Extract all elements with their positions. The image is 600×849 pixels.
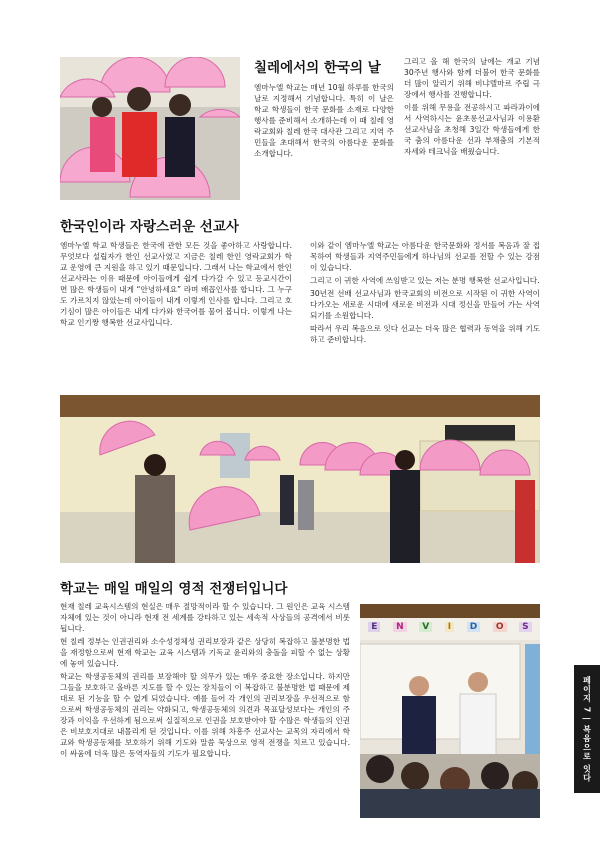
photo-classroom-speakers bbox=[360, 604, 540, 818]
banner-letter: D bbox=[467, 622, 480, 632]
paragraph: 따라서 우리 복음으로 잇다 선교는 더욱 많은 협력과 동역을 위해 기도하고 준비합니다. bbox=[310, 324, 540, 344]
article1-col1 bbox=[254, 82, 394, 161]
paragraph: 30년전 선배 선교사님과 한국교회의 비전으로 시작된 이 귀한 사역이 다가오는 새로운 시대에 새로운 비전과 시대 정신을 만들어 가는 사역되기를 소원합니다. bbox=[310, 289, 540, 320]
article1-col2 bbox=[404, 56, 540, 159]
article2-col1 bbox=[60, 240, 292, 330]
paragraph: 그리고 올 해 한국의 날에는 개교 기념 30주년 행사와 함께 더불어 한국 문화를 더 많이 알리기 위해 비냐델마르 주립 극장에서 행사를 진행합니다. bbox=[404, 57, 540, 99]
article3-title: 학교는 매일 매일의 영적 전쟁터입니다 bbox=[60, 581, 288, 597]
banner-letter: N bbox=[393, 622, 407, 632]
paragraph: 그리고 이 귀한 사역에 쓰임받고 있는 저는 분명 행복한 선교사입니다. bbox=[310, 276, 540, 285]
paragraph: 현재 칠레 교육시스템의 현실은 매우 절망적이라 할 수 있습니다. 그 원인은 교육 시스템 자체에 있는 것이 아니라 현재 전 세계를 강타하고 있는 세속적 사상들의 공격에서 비롯됩니다. bbox=[60, 602, 350, 633]
article1-title: 칠레에서의 한국의 날 bbox=[254, 60, 381, 76]
page-side-tab bbox=[574, 665, 600, 793]
paragraph: 엠마누엘 학교는 매년 10월 하루를 한국의 날로 지정해서 기념합니다. 특히 이 날은 학교 학생들이 한국 문화를 소재로 다양한 행사를 준비해서 소개하는데 이 때 칠레 영락교회와 칠레 한국 대사관 그리고 지역 주민들을 초대해서 한국의 아름다운 문화를 소개합니다. bbox=[254, 83, 394, 158]
banner-letter: I bbox=[445, 622, 454, 632]
article2-col2 bbox=[310, 240, 540, 347]
paragraph: 엠마누엘 학교 학생들은 한국에 관한 모든 것을 좋아하고 사랑합니다. 무엇보다 설립자가 한인 선교사였고 지금은 칠레 한인 영락교회가 학교 운영에 큰 지원을 하고 있기 때문입니다. 그래서 나는 학교에서 한인 선교사라는 이유 때문에 아이들에게 쉽게 다가갈 수 있고 등교시간이면 많은 학생들이 내게 “안녕하세요” 라며 배꼽인사를 합니다. 그 누구도 가르치지 않았는데 아이들이 내게 이렇게 인사를 합니다. 그리고 호기심이 많은 아이들은 내게 다가와 한국어를 물어 봅니다. 이렇게 나는 학교 인기짱 행복한 선교사입니다. bbox=[60, 241, 292, 327]
banner-letter: S bbox=[519, 622, 531, 632]
banner-letter: V bbox=[419, 622, 432, 632]
paragraph: 이를 위해 무용을 전공하시고 파라과이에서 사역하시는 윤초롱선교사님과 이용환 선교사님을 초청해 3일간 학생들에게 한국 춤의 아름다운 선과 부채춤의 기본적 자세와 테크닉을 배웠습니다. bbox=[404, 103, 540, 156]
photo-fan-dance-students bbox=[60, 57, 240, 200]
article2-title: 한국인이라 자랑스러운 선교사 bbox=[60, 219, 239, 235]
paragraph: 학교는 학생공동체의 권리를 보장해야 할 의무가 있는 매우 중요한 장소입니다. 하지만 그들을 보호하고 올바른 지도를 할 수 있는 장치들이 이 복잡하고 불분명한 법 때문에 제대로 된 기능을 할 수 없게 되었습니다. 예를 들어 각 개인의 권리보장을 우선적으로 함으로써 학생공동체의 권리는 약화되고, 학생공동체의 의견과 목표달성보다는 개인의 주장과 이익을 우선하게 됨으로써 실질적으로 인권을 보호받아야 할 수많은 학생들의 인권은 비보호지대로 내몰리게 된 것입니다. 이를 위해 차흥주 선교사는 교목의 자리에서 학교와 학생공동체를 보호하기 위해 기도와 말씀 묵상으로 영적 전쟁을 치르고 있습니다. 이 싸움에 더욱 많은 동역자들의 기도가 필요합니다. bbox=[60, 672, 350, 758]
banner-letter: E bbox=[368, 622, 380, 632]
banner-letters bbox=[362, 622, 538, 632]
banner-letter: O bbox=[493, 622, 507, 632]
photo-fan-dance-class bbox=[60, 395, 540, 563]
article3-body bbox=[60, 601, 350, 761]
paragraph: 이와 같이 엠마누엘 학교는 아름다운 한국문화와 정서를 복음과 잘 접목하여 학생들과 지역주민들에게 하나님의 선교를 전할 수 있는 강점이 있습니다. bbox=[310, 241, 540, 272]
page-number-label: 페이지 7 | 복음으로 잇다 bbox=[582, 675, 592, 783]
paragraph: 현 칠레 정부는 인권권리와 소수성정체성 권리보장과 같은 상당히 복잡하고 불분명한 법을 재정함으로써 현재 학교는 교육 시스템과 기독교 윤리와의 충돌을 피할 수 없는 상황에 놓여 있습니다. bbox=[60, 637, 350, 668]
